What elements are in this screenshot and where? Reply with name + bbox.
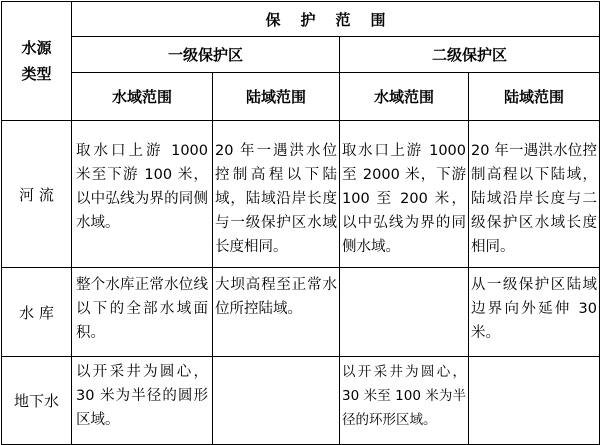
- level1-zone-header: 一级保护区: [72, 37, 340, 73]
- river-level2-water: 取水口上游 1000 至 2000 米，下游 100 至 200 米，以中弘线为界的同侧水域。: [340, 121, 469, 268]
- level2-water-range-header: 水域范围: [340, 73, 469, 121]
- row-label-river: 河 流: [2, 121, 72, 268]
- groundwater-level2-land: [469, 357, 600, 445]
- water-source-type-header: [2, 2, 72, 121]
- groundwater-level1-land: [213, 357, 340, 445]
- level1-water-range-header: 水域范围: [72, 73, 213, 121]
- level1-land-range-header: 陆域范围: [213, 73, 340, 121]
- groundwater-level2-water: 以开采井为圆心，30 米至 100 米为半径的环形区域。: [340, 357, 469, 445]
- water-source-type-label: 水源 类型: [21, 39, 52, 83]
- groundwater-level1-water: 以开采井为圆心， 30 米为半径的圆形区域。: [72, 357, 213, 445]
- table-row-reservoir: [2, 268, 600, 357]
- protection-zone-table: [1, 1, 600, 445]
- reservoir-level2-water: [340, 268, 469, 357]
- row-label-groundwater: 地下水: [2, 357, 72, 445]
- protection-range-header: 保护范围: [72, 2, 600, 37]
- river-level1-land: 20 年一遇洪水位控制高程以下陆域，陆域沿岸长度与一级保护区水域长度相同。: [213, 121, 340, 268]
- reservoir-level1-land: 大坝高程至正常水位所控陆域。: [213, 268, 340, 357]
- level2-land-range-header: 陆域范围: [469, 73, 600, 121]
- river-level1-water: 取水口上游 1000 米至下游 100 米，以中弘线为界的同侧水域。: [72, 121, 213, 268]
- river-level2-land: 20 年一遇洪水位控制高程以下陆域，陆域沿岸长度与二级保护区水域长度相同。: [469, 121, 600, 268]
- reservoir-level1-water: 整个水库正常水位线以下的全部水域面积。: [72, 268, 213, 357]
- row-label-reservoir: 水 库: [2, 268, 72, 357]
- level2-zone-header: 二级保护区: [340, 37, 600, 73]
- reservoir-level2-land: 从一级保护区陆域边界向外延伸 30 米。: [469, 268, 600, 357]
- table-row-groundwater: [2, 357, 600, 445]
- table-row-river: [2, 121, 600, 268]
